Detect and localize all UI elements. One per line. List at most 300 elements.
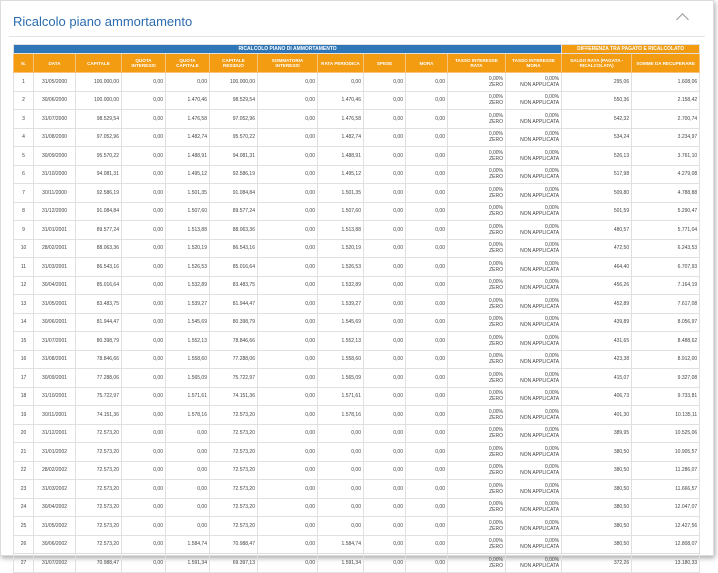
table-cell-rata: 1.558,60 [318, 350, 364, 369]
table-cell-spese: 0,00 [364, 369, 406, 388]
rate-value: 0,00% [544, 223, 560, 230]
table-cell-cr: 80.398,79 [210, 313, 258, 332]
table-cell-cr: 89.577,24 [210, 202, 258, 221]
table-cell-saldo: 452,89 [562, 295, 632, 314]
rate-status: NON APPLICATA [520, 340, 560, 347]
table-cell-mora: 0,00 [406, 147, 448, 166]
table-cell-tasso-rata [448, 184, 506, 203]
rate-value: 0,00% [544, 112, 560, 119]
rate-value: 0,00% [488, 149, 503, 156]
rate-value: 0,00% [544, 131, 560, 138]
table-cell-data: 30/09/2001 [34, 369, 76, 388]
table-cell-mora: 0,00 [406, 424, 448, 443]
table-row [14, 258, 700, 277]
table-cell-capitale: 95.570,22 [76, 147, 122, 166]
rate-status: NON APPLICATA [520, 507, 560, 514]
table-cell-cr: 78.846,66 [210, 332, 258, 351]
table-cell-somme: 8.056,97 [632, 313, 700, 332]
rate-status: ZERO [489, 562, 503, 569]
table-cell-rata: 1.571,61 [318, 387, 364, 406]
table-cell-n: 5 [14, 147, 34, 166]
table-cell-qi: 0,00 [122, 461, 166, 480]
table-cell-si: 0,00 [258, 480, 318, 499]
col-header[interactable]: MORA [406, 54, 448, 73]
table-cell-qc: 1.470,46 [166, 91, 210, 110]
table-row [14, 221, 700, 240]
table-row [14, 387, 700, 406]
table-cell-n: 16 [14, 350, 34, 369]
rate-status: ZERO [489, 451, 503, 458]
table-cell-saldo: 439,89 [562, 313, 632, 332]
table-cell-capitale: 100.000,00 [76, 91, 122, 110]
table-cell-saldo: 456,26 [562, 276, 632, 295]
table-cell-saldo: 480,57 [562, 221, 632, 240]
table-cell-mora: 0,00 [406, 350, 448, 369]
table-cell-somme: 3.761,10 [632, 147, 700, 166]
table-cell-qc: 1.571,61 [166, 387, 210, 406]
table-cell-qc: 0,00 [166, 443, 210, 462]
table-cell-rata: 0,00 [318, 480, 364, 499]
table-cell-tasso-mora [506, 535, 562, 554]
table-cell-cr: 77.288,06 [210, 350, 258, 369]
rate-value: 0,00% [544, 371, 560, 378]
table-cell-saldo: 380,50 [562, 480, 632, 499]
table-row [14, 110, 700, 129]
table-cell-tasso-mora [506, 369, 562, 388]
table-cell-spese: 0,00 [364, 221, 406, 240]
table-cell-cr: 100.000,00 [210, 73, 258, 92]
table-cell-si: 0,00 [258, 406, 318, 425]
table-cell-somme: 4.788,88 [632, 184, 700, 203]
table-cell-n: 21 [14, 443, 34, 462]
rate-value: 0,00% [544, 75, 560, 82]
table-cell-mora: 0,00 [406, 276, 448, 295]
table-cell-si: 0,00 [258, 221, 318, 240]
table-cell-capitale: 94.081,31 [76, 165, 122, 184]
table-cell-capitale: 72.573,20 [76, 424, 122, 443]
table-cell-cr: 72.573,20 [210, 498, 258, 517]
table-row [14, 406, 700, 425]
table-cell-si: 0,00 [258, 498, 318, 517]
table-cell-mora: 0,00 [406, 406, 448, 425]
rate-value: 0,00% [488, 279, 503, 286]
rate-status: ZERO [489, 155, 503, 162]
table-cell-rata: 1.507,60 [318, 202, 364, 221]
rate-status: NON APPLICATA [520, 488, 560, 495]
rate-value: 0,00% [544, 427, 560, 434]
col-header[interactable]: N. [14, 54, 34, 73]
rate-status: NON APPLICATA [520, 322, 560, 329]
table-cell-tasso-rata [448, 406, 506, 425]
table-row [14, 332, 700, 351]
table-cell-mora: 0,00 [406, 128, 448, 147]
table-cell-qc: 1.482,74 [166, 128, 210, 147]
table-cell-saldo: 542,32 [562, 110, 632, 129]
table-cell-n: 8 [14, 202, 34, 221]
table-cell-tasso-rata [448, 239, 506, 258]
rate-value: 0,00% [488, 519, 503, 526]
table-cell-qc: 1.558,60 [166, 350, 210, 369]
table-cell-qi: 0,00 [122, 295, 166, 314]
table-cell-qc: 1.526,53 [166, 258, 210, 277]
rate-status: NON APPLICATA [520, 81, 560, 88]
table-cell-rata: 1.584,74 [318, 535, 364, 554]
table-cell-mora: 0,00 [406, 443, 448, 462]
table-cell-rata: 0,00 [318, 73, 364, 92]
rate-value: 0,00% [544, 445, 560, 452]
table-cell-rata: 0,00 [318, 498, 364, 517]
rate-value: 0,00% [544, 353, 560, 360]
table-cell-n: 24 [14, 498, 34, 517]
table-cell-tasso-rata [448, 387, 506, 406]
table-cell-somme: 11.666,57 [632, 480, 700, 499]
col-header[interactable]: SOMME DA RECUPERARE [632, 54, 700, 73]
table-cell-rata: 1.495,12 [318, 165, 364, 184]
table-cell-mora: 0,00 [406, 165, 448, 184]
amortization-table [13, 44, 700, 573]
table-cell-tasso-mora [506, 239, 562, 258]
rate-value: 0,00% [544, 260, 560, 267]
rate-status: ZERO [489, 359, 503, 366]
table-cell-tasso-rata [448, 498, 506, 517]
table-cell-qc: 1.513,88 [166, 221, 210, 240]
rate-value: 0,00% [488, 297, 503, 304]
table-cell-cr: 72.573,20 [210, 517, 258, 536]
table-cell-qc: 1.495,12 [166, 165, 210, 184]
table-cell-mora: 0,00 [406, 73, 448, 92]
table-cell-qi: 0,00 [122, 91, 166, 110]
table-cell-cr: 69.397,13 [210, 554, 258, 573]
table-cell-data: 30/11/2001 [34, 406, 76, 425]
table-row [14, 517, 700, 536]
table-cell-si: 0,00 [258, 295, 318, 314]
table-cell-capitale: 91.084,84 [76, 202, 122, 221]
table-cell-data: 31/05/2002 [34, 517, 76, 536]
table-cell-n: 15 [14, 332, 34, 351]
table-cell-qc: 1.591,34 [166, 554, 210, 573]
table-cell-rata: 1.552,13 [318, 332, 364, 351]
rate-value: 0,00% [544, 538, 560, 545]
rate-value: 0,00% [544, 501, 560, 508]
table-cell-qc: 1.501,35 [166, 184, 210, 203]
table-cell-capitale: 80.398,79 [76, 332, 122, 351]
rate-value: 0,00% [488, 427, 503, 434]
table-cell-spese: 0,00 [364, 91, 406, 110]
table-cell-qi: 0,00 [122, 480, 166, 499]
table-cell-n: 13 [14, 295, 34, 314]
table-cell-spese: 0,00 [364, 498, 406, 517]
rate-status: ZERO [489, 192, 503, 199]
table-cell-spese: 0,00 [364, 73, 406, 92]
table-cell-data: 30/06/2001 [34, 313, 76, 332]
table-cell-qi: 0,00 [122, 184, 166, 203]
table-cell-tasso-rata [448, 110, 506, 129]
rate-status: ZERO [489, 488, 503, 495]
table-cell-capitale: 74.151,36 [76, 406, 122, 425]
table-body [14, 73, 700, 573]
table-cell-data: 30/04/2002 [34, 498, 76, 517]
table-cell-data: 31/07/2002 [34, 554, 76, 573]
table-cell-n: 4 [14, 128, 34, 147]
table-cell-cr: 70.988,47 [210, 535, 258, 554]
table-cell-tasso-rata [448, 147, 506, 166]
table-cell-spese: 0,00 [364, 147, 406, 166]
table-cell-spese: 0,00 [364, 184, 406, 203]
table-cell-capitale: 86.543,16 [76, 258, 122, 277]
table-cell-spese: 0,00 [364, 202, 406, 221]
rate-status: NON APPLICATA [520, 414, 560, 421]
col-header[interactable]: TASSO INTERESSE MORA [506, 54, 562, 73]
table-cell-somme: 5.290,47 [632, 202, 700, 221]
table-cell-tasso-mora [506, 406, 562, 425]
table-cell-capitale: 77.288,06 [76, 369, 122, 388]
table-cell-tasso-mora [506, 73, 562, 92]
table-cell-tasso-mora [506, 184, 562, 203]
table-cell-qi: 0,00 [122, 110, 166, 129]
rate-status: NON APPLICATA [520, 266, 560, 273]
table-cell-qc: 0,00 [166, 498, 210, 517]
rate-status: ZERO [489, 266, 503, 273]
table-cell-si: 0,00 [258, 147, 318, 166]
table-cell-si: 0,00 [258, 165, 318, 184]
table-cell-rata: 1.476,58 [318, 110, 364, 129]
table-cell-qi: 0,00 [122, 332, 166, 351]
table-cell-data: 28/02/2001 [34, 239, 76, 258]
rate-status: NON APPLICATA [520, 118, 560, 125]
table-cell-qi: 0,00 [122, 258, 166, 277]
table-cell-saldo: 534,24 [562, 128, 632, 147]
table-cell-cr: 72.573,20 [210, 443, 258, 462]
table-cell-qc: 1.488,91 [166, 147, 210, 166]
rate-status: NON APPLICATA [520, 396, 560, 403]
table-cell-saldo: 372,26 [562, 554, 632, 573]
table-cell-data: 31/12/2000 [34, 202, 76, 221]
table-cell-tasso-rata [448, 313, 506, 332]
table-cell-rata: 1.532,89 [318, 276, 364, 295]
rate-status: NON APPLICATA [520, 174, 560, 181]
rate-value: 0,00% [544, 186, 560, 193]
rate-value: 0,00% [544, 297, 560, 304]
table-cell-capitale: 83.483,75 [76, 295, 122, 314]
table-cell-spese: 0,00 [364, 258, 406, 277]
table-cell-tasso-mora [506, 350, 562, 369]
table-cell-somme: 1.608,06 [632, 73, 700, 92]
rate-status: NON APPLICATA [520, 470, 560, 477]
table-cell-data: 30/06/2000 [34, 91, 76, 110]
table-row [14, 295, 700, 314]
column-header-row [14, 54, 700, 73]
table-cell-tasso-rata [448, 480, 506, 499]
table-cell-spese: 0,00 [364, 239, 406, 258]
table-row [14, 535, 700, 554]
table-cell-tasso-rata [448, 91, 506, 110]
table-cell-spese: 0,00 [364, 332, 406, 351]
table-cell-n: 22 [14, 461, 34, 480]
table-cell-si: 0,00 [258, 554, 318, 573]
table-cell-saldo: 415,07 [562, 369, 632, 388]
table-cell-capitale: 100.000,00 [76, 73, 122, 92]
col-header[interactable]: TASSO INTERESSE RATA [448, 54, 506, 73]
table-cell-si: 0,00 [258, 461, 318, 480]
table-cell-cr: 75.722,97 [210, 369, 258, 388]
rate-status: ZERO [489, 544, 503, 551]
table-cell-qi: 0,00 [122, 73, 166, 92]
rate-status: NON APPLICATA [520, 303, 560, 310]
table-cell-somme: 2.158,42 [632, 91, 700, 110]
table-cell-tasso-rata [448, 517, 506, 536]
table-cell-mora: 0,00 [406, 480, 448, 499]
rate-status: ZERO [489, 507, 503, 514]
table-cell-n: 2 [14, 91, 34, 110]
panel-title: Ricalcolo piano ammortamento [13, 14, 193, 29]
table-cell-n: 1 [14, 73, 34, 92]
table-cell-rata: 1.470,46 [318, 91, 364, 110]
col-header[interactable]: SPESE [364, 54, 406, 73]
table-cell-saldo: 464,40 [562, 258, 632, 277]
table-row [14, 480, 700, 499]
table-cell-si: 0,00 [258, 128, 318, 147]
table-cell-rata: 1.578,16 [318, 406, 364, 425]
rate-status: ZERO [489, 174, 503, 181]
table-cell-capitale: 85.016,64 [76, 276, 122, 295]
table-cell-tasso-rata [448, 221, 506, 240]
table-cell-saldo: 406,73 [562, 387, 632, 406]
rate-value: 0,00% [544, 556, 560, 563]
table-cell-qi: 0,00 [122, 165, 166, 184]
table-cell-data: 31/07/2001 [34, 332, 76, 351]
table-cell-saldo: 380,50 [562, 498, 632, 517]
table-row [14, 73, 700, 92]
table-cell-qi: 0,00 [122, 147, 166, 166]
table-cell-n: 26 [14, 535, 34, 554]
table-cell-data: 31/05/2001 [34, 295, 76, 314]
table-cell-qi: 0,00 [122, 276, 166, 295]
table-cell-si: 0,00 [258, 110, 318, 129]
table-cell-mora: 0,00 [406, 184, 448, 203]
table-row [14, 147, 700, 166]
table-cell-si: 0,00 [258, 332, 318, 351]
col-header[interactable]: QUOTA INTERESSI [122, 54, 166, 73]
table-cell-qc: 1.565,09 [166, 369, 210, 388]
table-cell-data: 31/03/2002 [34, 480, 76, 499]
table-cell-n: 17 [14, 369, 34, 388]
table-cell-somme: 6.707,93 [632, 258, 700, 277]
table-cell-saldo: 472,50 [562, 239, 632, 258]
table-cell-data: 30/09/2000 [34, 147, 76, 166]
table-cell-cr: 72.573,20 [210, 480, 258, 499]
rate-status: NON APPLICATA [520, 248, 560, 255]
rate-status: NON APPLICATA [520, 229, 560, 236]
table-cell-n: 23 [14, 480, 34, 499]
table-cell-rata: 1.488,91 [318, 147, 364, 166]
rate-value: 0,00% [488, 316, 503, 323]
table-cell-mora: 0,00 [406, 332, 448, 351]
table-cell-rata: 1.513,88 [318, 221, 364, 240]
table-cell-spese: 0,00 [364, 535, 406, 554]
table-cell-spese: 0,00 [364, 406, 406, 425]
col-header[interactable]: SALDO RATA (PAGATA - RICALCOLATA) [562, 54, 632, 73]
table-cell-mora: 0,00 [406, 221, 448, 240]
table-cell-data: 31/01/2001 [34, 221, 76, 240]
table-cell-capitale: 72.573,20 [76, 461, 122, 480]
table-cell-saldo: 380,50 [562, 461, 632, 480]
col-header[interactable]: CAPITALE RESIDUO [210, 54, 258, 73]
table-cell-tasso-mora [506, 332, 562, 351]
table-cell-cr: 85.016,64 [210, 258, 258, 277]
collapse-chevron-icon[interactable] [676, 13, 689, 26]
rate-value: 0,00% [544, 519, 560, 526]
table-cell-data: 30/04/2001 [34, 276, 76, 295]
table-cell-capitale: 72.573,20 [76, 443, 122, 462]
table-cell-qi: 0,00 [122, 535, 166, 554]
table-cell-qi: 0,00 [122, 350, 166, 369]
rate-status: NON APPLICATA [520, 451, 560, 458]
rate-value: 0,00% [488, 223, 503, 230]
table-cell-qc: 0,00 [166, 424, 210, 443]
table-cell-mora: 0,00 [406, 239, 448, 258]
col-header[interactable]: SOMMATORIA INTERESSI [258, 54, 318, 73]
table-cell-saldo: 431,65 [562, 332, 632, 351]
table-cell-data: 31/10/2000 [34, 165, 76, 184]
table-cell-cr: 83.483,75 [210, 276, 258, 295]
table-cell-spese: 0,00 [364, 165, 406, 184]
rate-value: 0,00% [488, 112, 503, 119]
table-cell-n: 12 [14, 276, 34, 295]
rate-status: ZERO [489, 396, 503, 403]
table-cell-somme: 10.525,06 [632, 424, 700, 443]
col-header[interactable]: RATA PERIODICA [318, 54, 364, 73]
table-cell-rata: 1.482,74 [318, 128, 364, 147]
table-row [14, 239, 700, 258]
table-cell-saldo: 380,50 [562, 517, 632, 536]
table-cell-spese: 0,00 [364, 313, 406, 332]
rate-status: NON APPLICATA [520, 285, 560, 292]
rate-status: NON APPLICATA [520, 211, 560, 218]
rate-status: ZERO [489, 229, 503, 236]
table-cell-tasso-mora [506, 498, 562, 517]
rate-value: 0,00% [488, 371, 503, 378]
table-cell-spese: 0,00 [364, 517, 406, 536]
table-cell-spese: 0,00 [364, 554, 406, 573]
table-cell-n: 3 [14, 110, 34, 129]
table-cell-somme: 9.733,81 [632, 387, 700, 406]
table-cell-tasso-rata [448, 295, 506, 314]
table-cell-n: 10 [14, 239, 34, 258]
rate-value: 0,00% [544, 464, 560, 471]
rate-status: NON APPLICATA [520, 155, 560, 162]
table-cell-mora: 0,00 [406, 535, 448, 554]
table-cell-n: 7 [14, 184, 34, 203]
col-header[interactable]: DATA [34, 54, 76, 73]
rate-value: 0,00% [544, 334, 560, 341]
table-cell-spese: 0,00 [364, 350, 406, 369]
table-cell-somme: 12.808,07 [632, 535, 700, 554]
table-cell-rata: 0,00 [318, 461, 364, 480]
col-header[interactable]: QUOTA CAPITALE [166, 54, 210, 73]
rate-status: NON APPLICATA [520, 192, 560, 199]
table-cell-somme: 10.135,11 [632, 406, 700, 425]
rate-value: 0,00% [488, 186, 503, 193]
table-cell-mora: 0,00 [406, 313, 448, 332]
rate-value: 0,00% [544, 279, 560, 286]
table-cell-si: 0,00 [258, 276, 318, 295]
table-cell-qc: 1.578,16 [166, 406, 210, 425]
table-cell-capitale: 72.573,20 [76, 480, 122, 499]
table-cell-data: 30/06/2002 [34, 535, 76, 554]
table-cell-cr: 98.529,54 [210, 91, 258, 110]
col-header[interactable]: CAPITALE [76, 54, 122, 73]
table-cell-tasso-rata [448, 128, 506, 147]
